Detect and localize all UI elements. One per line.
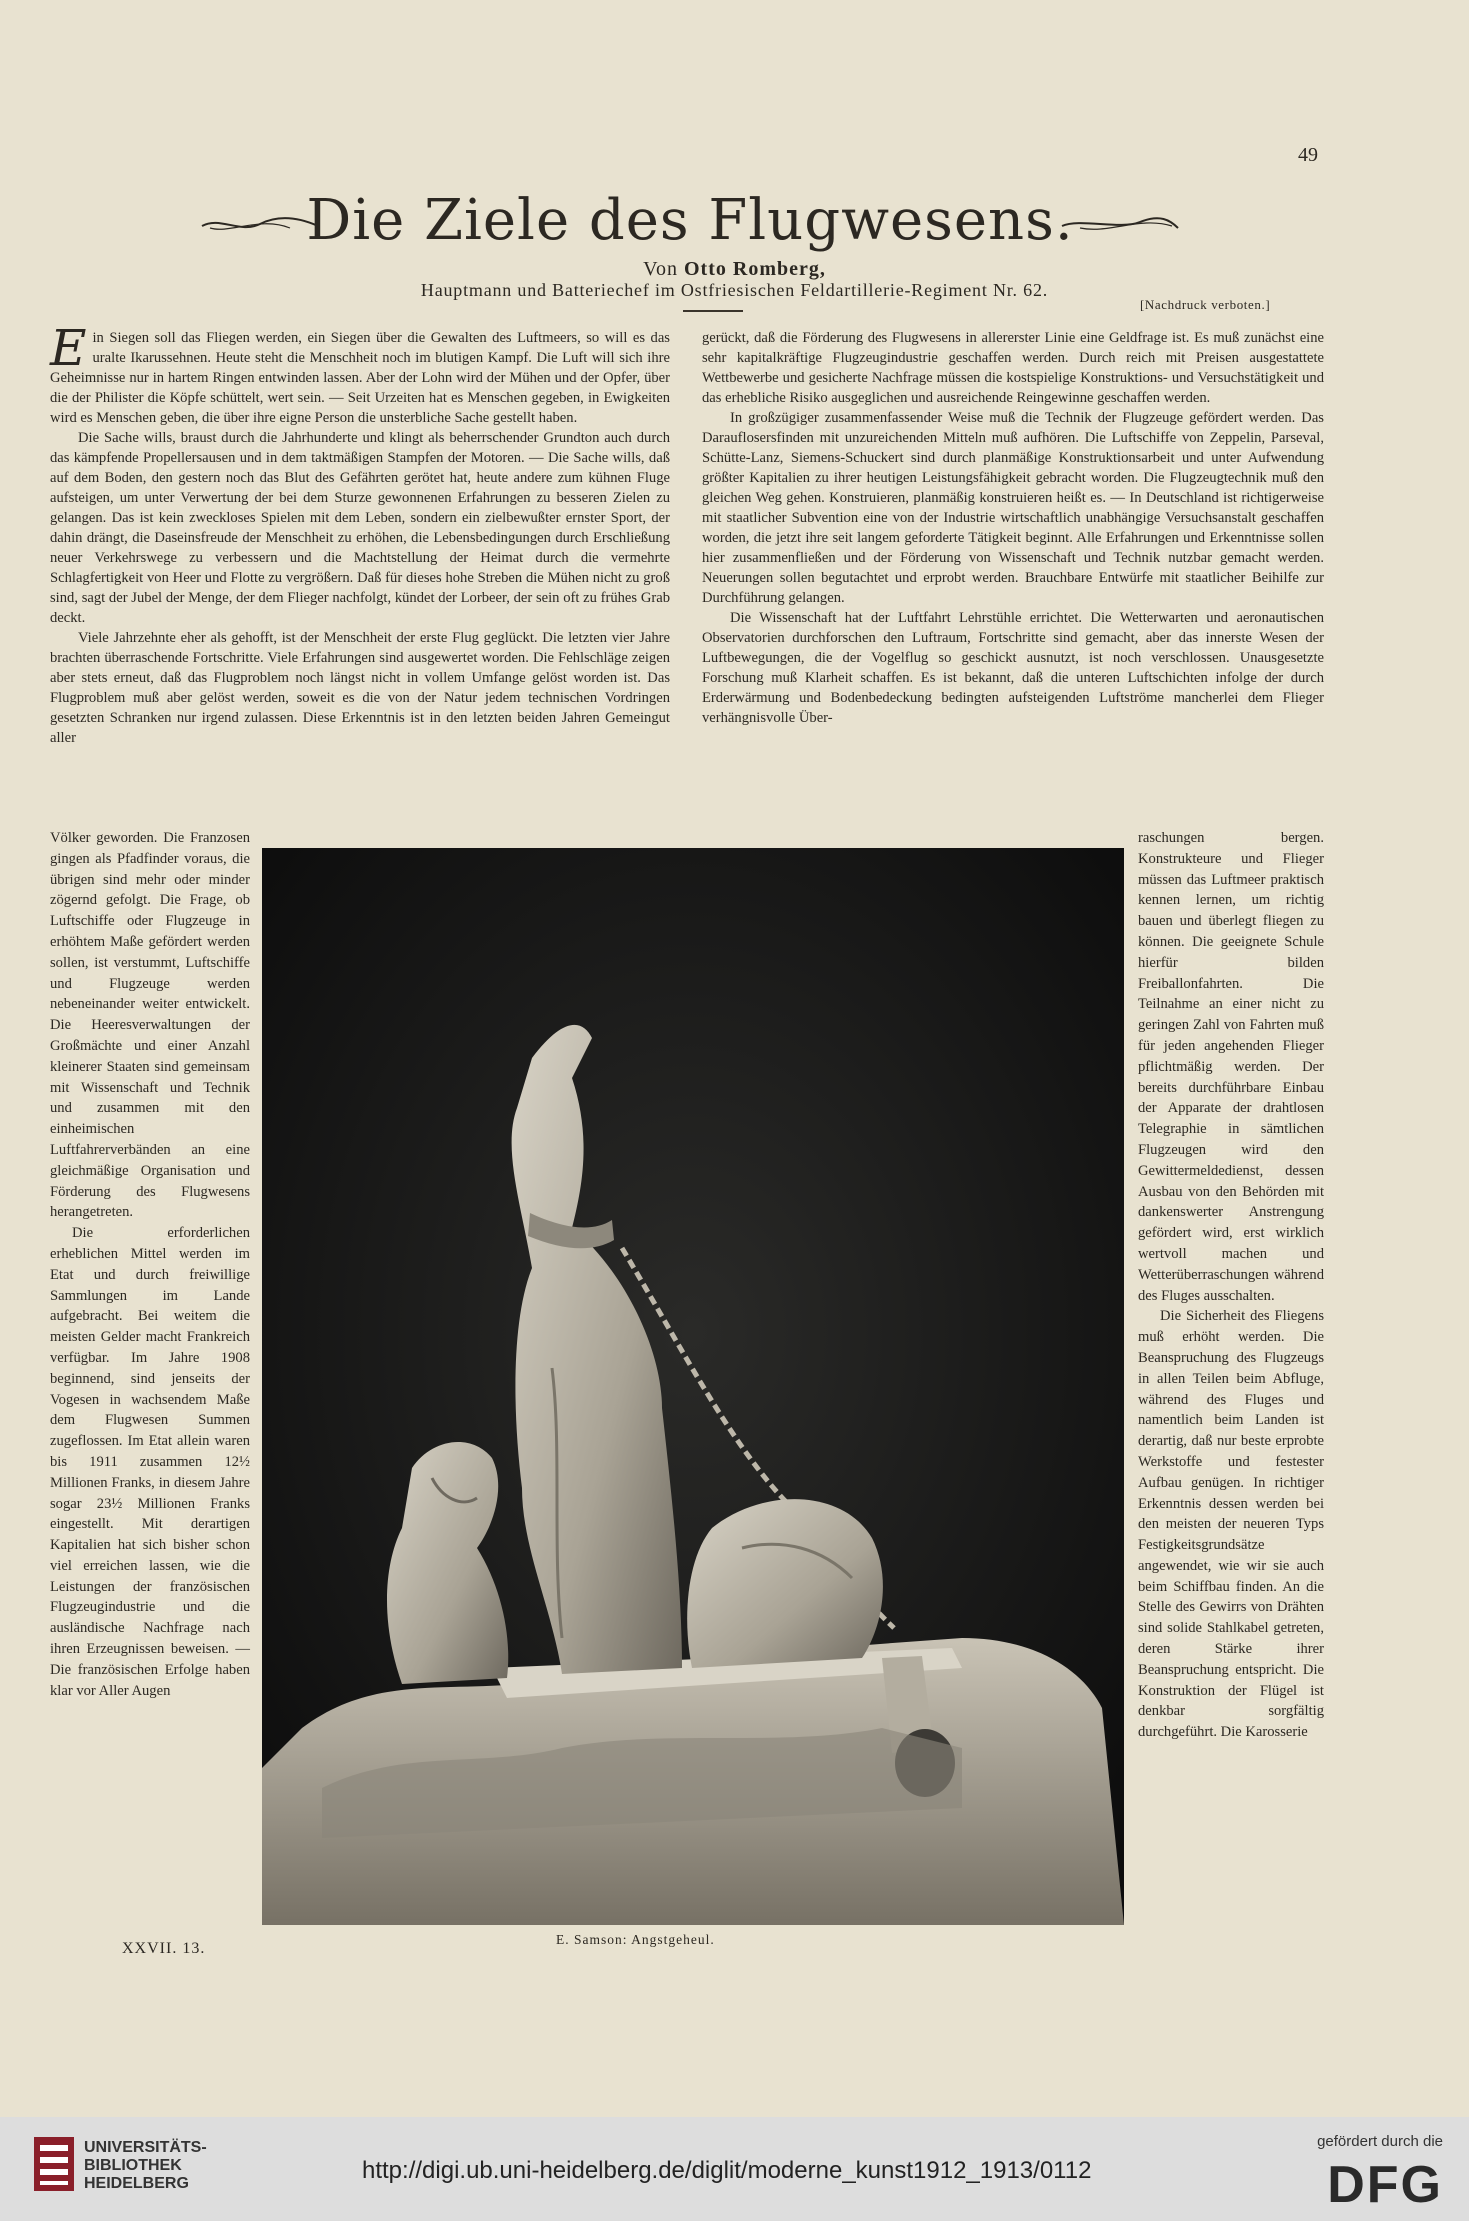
author-name: Otto Romberg,	[684, 258, 826, 280]
print-signature: XXVII. 13.	[122, 1940, 206, 1957]
paragraph: In großzügiger zusammenfassender Weise muß die Technik der Flugzeuge gefördert werden. Das Darauflosersfinden mit unzureichenden Mitteln muß aufhören. Die Luftschiffe von Zeppelin, Parseval, Schütte-Lanz, Siemens-Schuckert sind durch planmäßige Konstruktionsarbeit und unter Aufwendung größter Kapitalien zu ihrer heutigen Leistungsfähigkeit gebracht worden. Die Flugzeugtechnik muß den gleichen Weg gehen. Konstruieren, planmäßig konstruieren heißt es. — In Deutschland ist richtigerweise mit staatlicher Subvention eine von der Industrie wirtschaftlich unabhängige Versuchsanstalt geschaffen worden, die jetzt ihre seit langem geforderte Tätigkeit beginnt. Alle Erfahrungen und Erkenntnisse sollen hier zusammenfließen und der Förderung von Wissenschaft und Technik nutzbar gemacht werden. Neuerungen sollen begutachtet und erprobt werden. Brauchbare Entwürfe mit staatlicher Beihilfe zur Durchführung gelangen.	[702, 410, 1324, 606]
funding-note: gefördert durch die	[1317, 2133, 1443, 2150]
right-flourish-icon	[1060, 214, 1180, 236]
paragraph: Die Wissenschaft hat der Luftfahrt Lehrstühle errichtet. Die Wetterwarten und aeronautischen Observatorien durchforschen den Luftraum, Fortschritte sind gemacht, aber das innerste Wesen der Luftbewegungen, die der Vogelflug so geschickt ausnutzt, ist noch verschlossen. Unausgesetzte Forschung muß Klarheit schaffen. Es ist bekannt, daß die unteren Luftschichten infolge der durch Erderwärmung und Bodenbedeckung bedingten aufsteigenden Luftströme mancherlei dem Flieger verhängnisvolle Über-	[702, 610, 1324, 726]
paragraph: gerückt, daß die Förderung des Flugwesens in allererster Linie eine Geldfrage ist. Es muß zunächst eine sehr kapitalkräftige Flugzeugindustrie geschaffen werden. Durch reich mit Preisen ausgestattete Wettbewerbe und gesicherte Nachfrage müssen die kostspielige Konstruktions- und Versuchstätigkeit und das erhebliche Risiko ausgeglichen und ausreichende Reingewinne geschaffen werden.	[702, 330, 1324, 406]
paragraph: Die Sache wills, braust durch die Jahrhunderte und klingt als beherrschender Grundton auch durch das kämpfende Propellersausen und in dem taktmäßigen Stampfen der Motoren. — Die Sache wills, daß auf dem Boden, den gestern noch das Blut des Gefährten gerötet hat, heute andere zum kühnen Fluge aufsteigen, um unter Verwertung der bei dem Sturze gewonnenen Erfahrungen zu besseren Zielen zu gelangen. Das ist kein zweckloses Spielen mit dem Leben, sondern ein zielbewußter ernster Sport, der dahin drängt, die Daseinsfreude der Menschheit zu erhöhen, die Lebensbedingungen durch Erschließung neuer Verkehrswege zu verbessern und die Machtstellung der Heimat durch die vermehrte Schlagfertigkeit von Heer und Flotte zu vergrößern. Daß für dieses hohe Streben die Mühen nicht zu groß sind, sagt der Jubel der Menge, der dem Flieger nachfolgt, kündet der Lorbeer, der sein oft zu frühes Grab deckt.	[50, 430, 670, 626]
reprint-notice: [Nachdruck verboten.]	[1140, 297, 1271, 312]
left-text-column	[50, 319, 670, 748]
author-affiliation: Hauptmann und Batteriechef im Ostfriesischen Feldartillerie-Regiment Nr. 62.	[420, 280, 1049, 300]
dog-sculpture-illustration	[262, 848, 1124, 1925]
article-title: Die Ziele des Flugwesens.	[306, 188, 1074, 253]
permalink[interactable]: http://digi.ub.uni-heidelberg.de/diglit/moderne_kunst1912_1913/0112	[362, 2157, 1092, 2184]
sculpture-photograph	[262, 848, 1124, 1925]
digitization-footer	[0, 2117, 1469, 2221]
paragraph: Völker geworden. Die Franzosen gingen als Pfadfinder voraus, die übrigen sind mehr oder minder zögernd gefolgt. Die Frage, ob Luftschiffe oder Flugzeuge in erhöhtem Maße gefördert werden sollen, ist verstummt, Luftschiffe und Flugzeuge werden nebeneinander weiter entwickelt. Die Heeresverwaltungen der Großmächte und einer Anzahl kleinerer Staaten sind gemeinsam mit Wissenschaft und Technik und zusammen mit den einheimischen Luftfahrerverbänden an eine gleichmäßige Organisation und Förderung des Flugwesens herangetreten.	[50, 830, 250, 1221]
drop-cap: E	[50, 319, 87, 377]
figure-caption: E. Samson: Angstgeheul.	[556, 1932, 715, 1947]
narrow-left-column	[50, 828, 250, 1701]
paragraph: Ein Siegen soll das Fliegen werden, ein Siegen über die Gewalten des Luftmeers, so will es das uralte Ikarussehnen. Heute steht die Menschheit noch im blutigen Kampf. Die Luft will sich ihre Geheimnisse nur in hartem Ringen entwinden lassen. Aber der Lohn wird der Mühen und der Opfer, über die der Philister die Köpfe schüttelt, wert sein. — Seit Urzeiten hat es Menschen gegeben, in Ewigkeiten wird es Menschen geben, die über ihre eigne Person die unsterbliche Sache gestellt haben.	[50, 319, 670, 426]
page-number: 49	[1298, 144, 1318, 166]
left-flourish-icon	[200, 214, 320, 236]
narrow-right-column	[1138, 828, 1324, 1743]
paragraph: Die erforderlichen erheblichen Mittel werden im Etat und durch freiwillige Sammlungen im Lande aufgebracht. Bei weitem die meisten Gelder macht Frankreich verfügbar. Im Jahre 1908 beginnend, sind jenseits der Vogesen in wachsendem Maße dem Flugwesen Summen zugeflossen. Im Etat allein waren bis 1911 zusammen 12½ Millionen Franks, in diesem Jahre sogar 23½ Millionen Franks eingestellt. Mit derartigen Kapitalien hat sich bisher schon viel erreichen lassen, wie die Leistungen der französischen Flugzeugindustrie und die ausländische Nachfrage nach ihren Erzeugnissen beweisen. — Die französischen Erfolge haben klar vor Aller Augen	[50, 1225, 250, 1699]
title-divider	[683, 310, 743, 312]
university-library-logo-icon	[34, 2137, 74, 2191]
dfg-logo: DFG	[1327, 2156, 1443, 2214]
title-block	[200, 188, 1180, 258]
paragraph: Die Sicherheit des Fliegens muß erhöht werden. Die Beanspruchung des Flugzeugs in allen Teilen beim Abfluge, während des Fluges und namentlich beim Landen ist derartig, daß nur beste erprobte Werkstoffe und festester Aufbau genügen. In richtiger Erkenntnis dessen werden bei den meisten der neueren Typs Festigkeitsgrundsätze angewendet, wie wir sie auch beim Schiffbau finden. An die Stelle des Gewirrs von Drähten sind solide Stahlkabel getreten, deren Stärke ihrer Beanspruchung entspricht. Die Konstruktion der Flügel ist denkbar sorgfältig durchgeführt. Die Karosserie	[1138, 1308, 1324, 1741]
byline-prefix: Von	[643, 258, 678, 280]
byline	[0, 258, 1469, 281]
right-text-column	[702, 328, 1324, 728]
institution-name: UNIVERSITÄTS- BIBLIOTHEK HEIDELBERG	[84, 2139, 207, 2192]
paragraph: raschungen bergen. Konstrukteure und Flieger müssen das Luftmeer praktisch kennen lernen, um richtig bauen und überlegt fliegen zu können. Die geeignete Schule hierfür bilden Freiballonfahrten. Die Teilnahme an einer nicht zu geringen Zahl von Fahrten muß für jeden angehenden Flieger pflichtmäßig werden. Der bereits durchführbare Einbau der Apparate der drahtlosen Telegraphie in sämtlichen Flugzeugen wird den Gewittermeldedienst, dessen Ausbau von den Behörden mit dankenswerter Anstrengung gefördert wird, erst wirklich wertvoll machen und Wetterüberraschungen während des Fluges ausschalten.	[1138, 830, 1324, 1304]
paragraph: Viele Jahrzehnte eher als gehofft, ist der Menschheit der erste Flug geglückt. Die letzten vier Jahre brachten überraschende Fortschritte. Viele Erfahrungen sind ausgewertet worden. Die Fehlschläge zeigen aber stets erneut, daß das Flugproblem noch längst nicht in vollem Umfange gelöst worden ist. Das Flugproblem muß aber gelöst werden, soweit es die von der Natur jedem technischen Vordringen gesetzten Schranken nur irgend zulassen. Diese Erkenntnis ist in den letzten beiden Jahren Gemeingut aller	[50, 630, 670, 746]
